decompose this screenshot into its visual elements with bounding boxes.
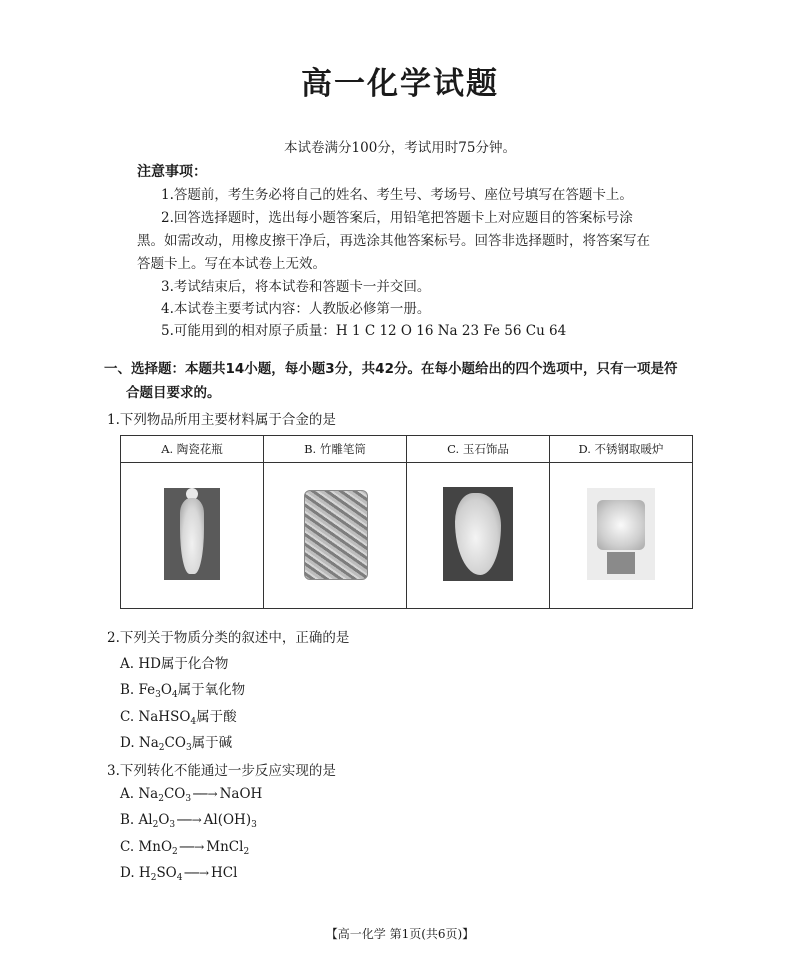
- q1-option-c-image-cell: [407, 463, 550, 609]
- q1-option-a-image-cell: [121, 463, 264, 609]
- q3-option-a: A. $Na_2CO_3$ ──→ NaOH: [120, 786, 263, 804]
- q1-option-b-label: B. 竹雕笔筒: [264, 436, 407, 463]
- arrow-icon: ──→: [193, 787, 218, 801]
- porcelain-vase-photo: [164, 488, 220, 580]
- q3-stem: 3.下列转化不能通过一步反应实现的是: [107, 763, 336, 779]
- exam-info: 本试卷满分100分，考试用时75分钟。: [284, 140, 516, 156]
- note-line-4: 答题卡上。写在本试卷上无效。: [137, 256, 326, 272]
- jade-ornament-photo: [443, 487, 513, 581]
- q1-options-table: [120, 435, 693, 609]
- q2-stem: 2.下列关于物质分类的叙述中，正确的是: [107, 630, 350, 646]
- note-line-1: 1.答题前，考生务必将自己的姓名、考生号、考场号、座位号填写在答题卡上。: [161, 187, 633, 203]
- note-line-2: 2.回答选择题时，选出每小题答案后，用铅笔把答题卡上对应题目的答案标号涂: [161, 210, 633, 226]
- note-line-6: 4.本试卷主要考试内容：人教版必修第一册。: [161, 301, 431, 317]
- q2-option-a: A. HD属于化合物: [120, 656, 229, 672]
- section1-heading-cont: 合题目要求的。: [126, 385, 221, 401]
- q2-option-b: B. $Fe_3O_4$属于氧化物: [120, 682, 246, 700]
- q1-stem: 1.下列物品所用主要材料属于合金的是: [107, 412, 336, 428]
- page-title: 高一化学试题: [301, 66, 499, 102]
- q1-option-b-image-cell: [264, 463, 407, 609]
- q1-option-d-image-cell: [550, 463, 693, 609]
- q3-option-d: D. $H_2SO_4$ ──→ HCl: [120, 865, 238, 883]
- q3-option-b: B. $Al_2O_3$ ──→ $Al(OH)_3$: [120, 812, 257, 830]
- bamboo-pen-holder-photo: [300, 486, 370, 582]
- notes-heading: 注意事项：: [137, 164, 207, 180]
- q1-option-a-label: A. 陶瓷花瓶: [121, 436, 264, 463]
- arrow-icon: ──→: [179, 840, 205, 854]
- note-line-3: 黑。如需改动，用橡皮擦干净后，再选涂其他答案标号。回答非选择题时，将答案写在: [137, 233, 650, 249]
- page-footer: 【高一化学 第1页(共6页)】: [325, 927, 475, 941]
- note-line-5: 3.考试结束后，将本试卷和答题卡一并交回。: [161, 279, 431, 295]
- q1-option-c-label: C. 玉石饰品: [407, 436, 550, 463]
- q2-option-c: C. NaHSO$_4$属于酸: [120, 709, 237, 727]
- stainless-heater-photo: [587, 488, 655, 580]
- q3-option-c: C. MnO$_2$ ──→ MnCl$_2$: [120, 839, 250, 857]
- note-line-7: 5.可能用到的相对原子质量：H 1 C 12 O 16 Na 23 Fe 56 Cu 64: [161, 323, 567, 339]
- arrow-icon: ──→: [177, 813, 202, 827]
- arrow-icon: ──→: [184, 866, 210, 880]
- q2-option-d: D. $Na_2CO_3$属于碱: [120, 735, 233, 753]
- section1-heading: 一、选择题：本题共14小题，每小题3分，共42分。在每小题给出的四个选项中，只有一项是符: [104, 361, 678, 377]
- q1-option-d-label: D. 不锈钢取暖炉: [550, 436, 693, 463]
